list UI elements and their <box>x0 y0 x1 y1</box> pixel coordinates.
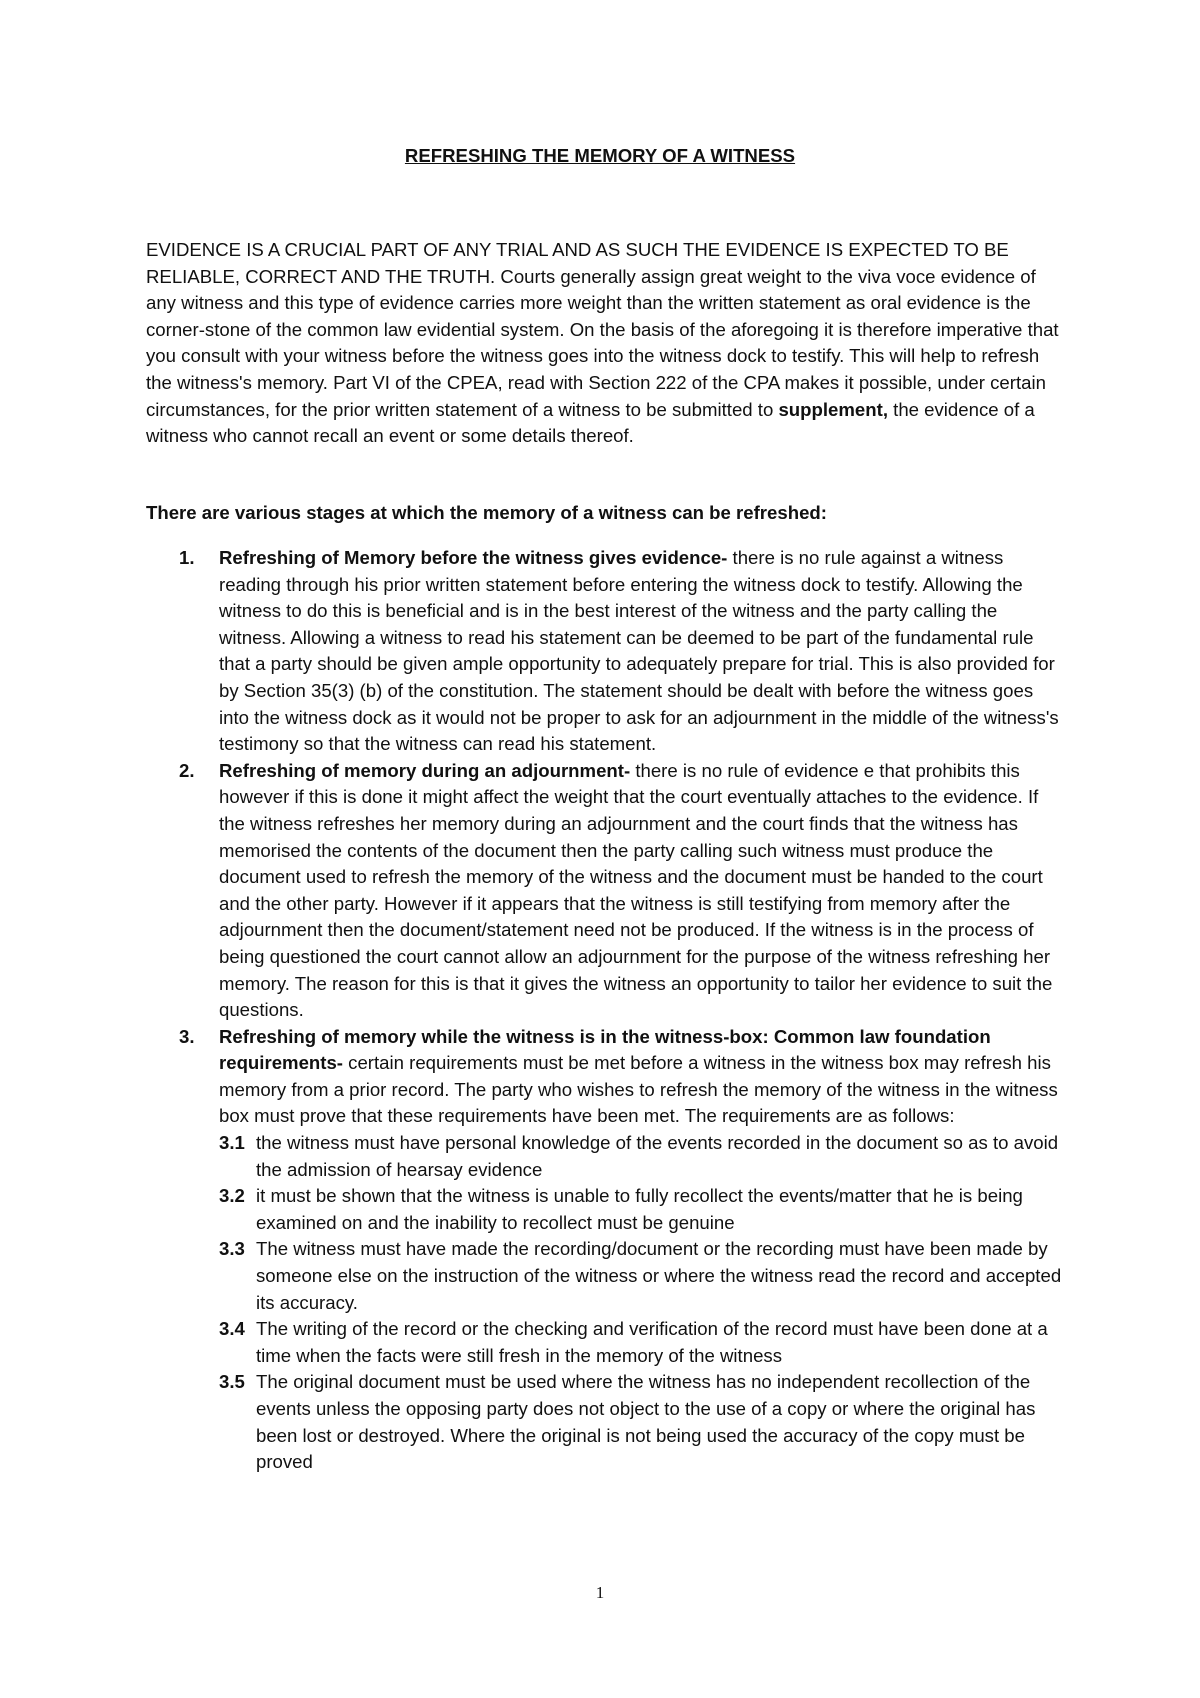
sub-item-text: the witness must have personal knowledge of the events recorded in the document so as to avoid the admission of hearsay evidence <box>256 1132 1059 1180</box>
list-item-3 <box>146 1024 1066 1476</box>
list-item-text: there is no rule against a witness reading through his prior written statement before entering the witness dock to testify. Allowing the witness to do this is beneficial and is in the best interest of the witness and the party calling the witness. Allowing a witness to read his statement can be deemed to be part of the fundamental rule that a party should be given ample opportunity to adequately prepare for trial. This is also provided for by Section 35(3) (b) of the constitution. The statement should be dealt with before the witness goes into the witness dock as it would not be proper to ask for an adjournment in the middle of the witness's testimony so that the witness can read his statement. <box>219 547 1059 755</box>
list-item-heading: Refreshing of memory during an adjournment- <box>219 759 631 781</box>
list-item-heading: Refreshing of Memory before the witness gives evidence- <box>219 547 728 568</box>
sub-item-text: The witness must have made the recording/document or the recording must have been made by someone else on the instruction of the witness or where the witness read the record and accepted its accuracy. <box>256 1238 1062 1313</box>
intro-text-a: EVIDENCE IS A CRUCIAL PART OF ANY TRIAL AND AS SUCH THE EVIDENCE IS EXPECTED TO BE RELIABLE, CORRECT AND THE TRUTH. Courts generally assign great weight to the viva voce evidence of any witness and this type of evidence carries more weight than the written statement as oral evidence is the corner-stone of the common law evidential system. On the basis of the aforegoing it is therefore imperative that you consult with your witness before the witness goes into the witness dock to testify. This will help to refresh the witness's memory. Part VI of the CPEA, read with Section 222 of the CPA makes it possible, under certain circumstances, for the prior written statement of a witness to be submitted to <box>146 239 1059 420</box>
sub-item-text: The writing of the record or the checking and verification of the record must have been done at a time when the facts were still fresh in the memory of the witness <box>256 1318 1048 1366</box>
intro-text-b: the evidence of a witness who cannot recall an event or some details thereof. <box>146 398 1035 447</box>
sub-item-text: The original document must be used where the witness has no independent recollection of the events unless the opposing party does not object to the use of a copy or where the original has been lost or destroyed. Where the original is not being used the accuracy of the copy must be proved <box>256 1371 1036 1473</box>
list-number: 3. <box>179 1025 195 1047</box>
intro-paragraph <box>146 237 1066 450</box>
sub-item-3-4 <box>219 1316 1066 1369</box>
sub-item-text: it must be shown that the witness is unable to fully recollect the events/matter that he is being examined on and the inability to recollect must be genuine <box>256 1185 1023 1233</box>
sub-item-3-2 <box>219 1183 1066 1236</box>
page-title: REFRESHING THE MEMORY OF A WITNESS <box>404 145 796 166</box>
sub-item-number: 3.4 <box>219 1318 245 1340</box>
sub-item-3-5 <box>219 1369 1066 1475</box>
sub-item-number: 3.3 <box>219 1238 245 1260</box>
sub-item-3-3 <box>219 1236 1066 1316</box>
list-item-1 <box>146 545 1066 758</box>
list-number: 1. <box>179 547 195 568</box>
stages-heading: There are various stages at which the memory of a witness can be refreshed: <box>146 502 827 523</box>
intro-bold-word: supplement, <box>778 398 888 420</box>
page-number: 1 <box>595 1583 605 1602</box>
stages-list <box>146 545 1066 1476</box>
sub-item-3-1 <box>219 1130 1066 1183</box>
list-item-text: there is no rule of evidence e that prohibits this however if this is done it might affect the weight that the court eventually attaches to the evidence. If the witness refreshes her memory during an adjournment and the court finds that the witness has memorised the contents of the document then the party calling such witness must produce the document used to refresh the memory of the witness and the document must be handed to the court and the other party. However if it appears that the witness is still testifying from memory after the adjournment then the document/statement need not be produced. If the witness is in the process of being questioned the court cannot allow an adjournment for the purpose of the witness refreshing her memory. The reason for this is that it gives the witness an opportunity to tailor her evidence to suit the questions. <box>219 759 1053 1021</box>
list-item-2 <box>146 758 1066 1024</box>
sub-item-number: 3.1 <box>219 1132 245 1154</box>
sub-item-number: 3.2 <box>219 1185 245 1207</box>
list-item-text: certain requirements must be met before a witness in the witness box may refresh his memory from a prior record. The party who wishes to refresh the memory of the witness in the witness box must prove that these requirements have been met. The requirements are as follows: <box>219 1052 1058 1127</box>
list-item-heading: Refreshing of memory while the witness is in the witness-box: Common law foundation requirements- <box>219 1025 991 1074</box>
sub-item-number: 3.5 <box>219 1371 245 1393</box>
list-number: 2. <box>179 759 195 781</box>
